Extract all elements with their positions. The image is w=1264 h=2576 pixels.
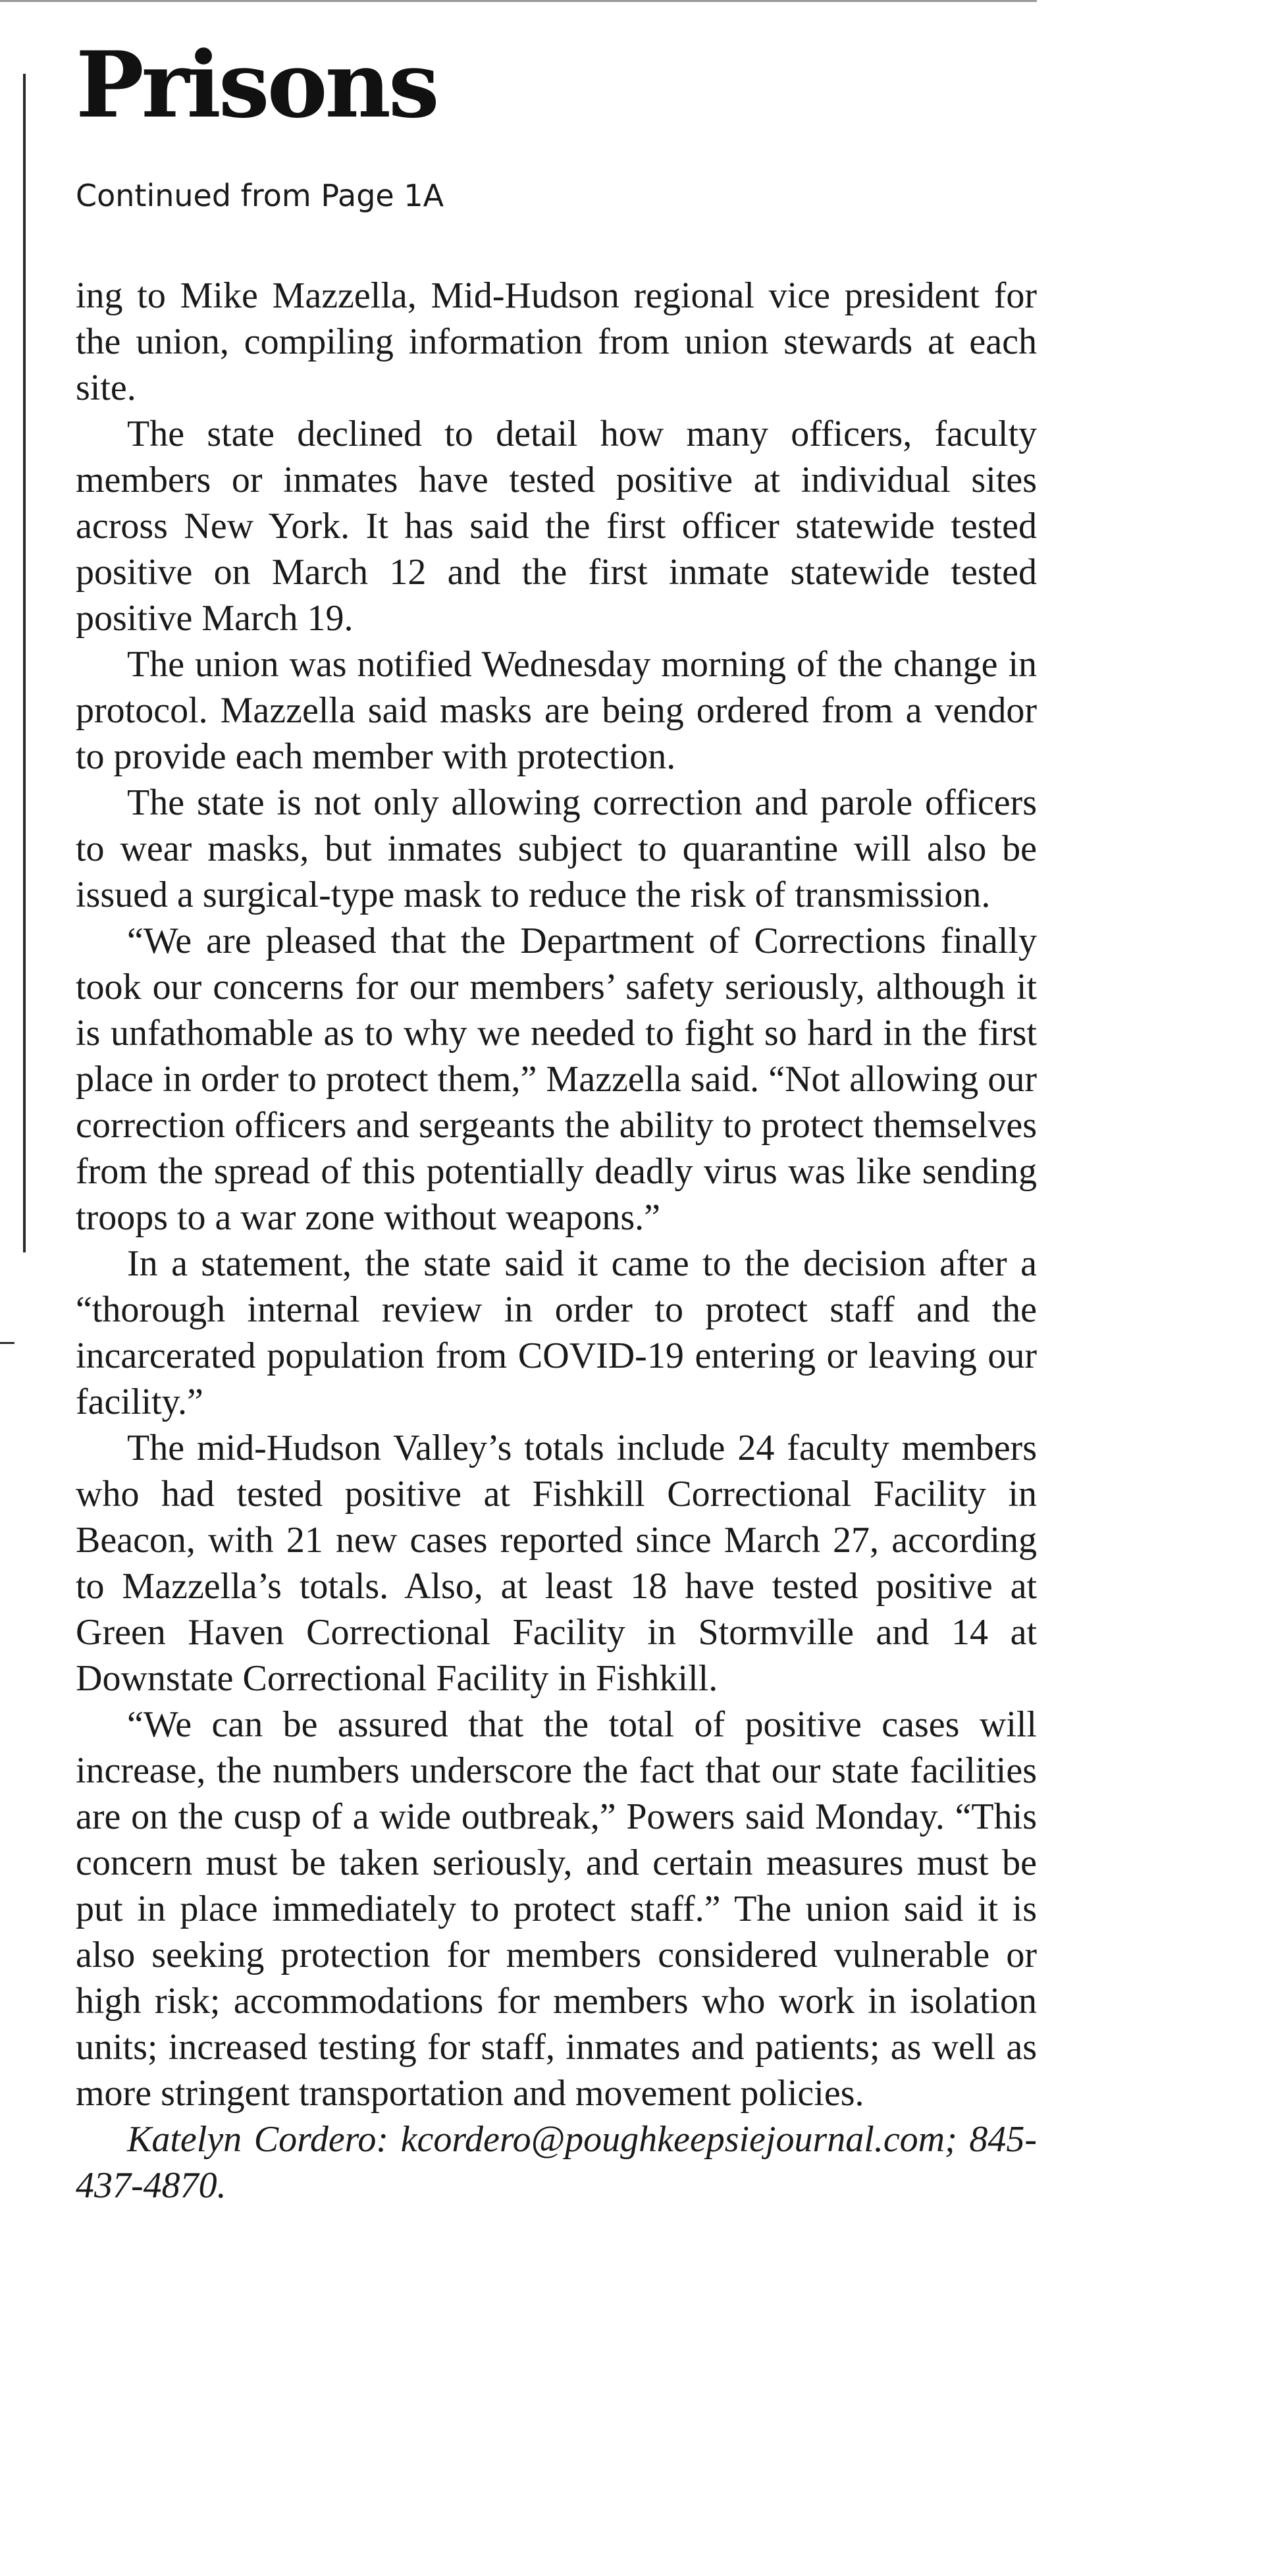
paragraph: “We can be assured that the total of positive cases will increase, the numbers underscore the fact that our state facilities are on the cusp of a wide outbreak,” Powers said Monday. “This concern must be taken seriously, and certain measures must be put in place immediately to protect staff.” The union said it is also seeking protection for members considered vulnerable or high risk; accommodations for members who work in isolation units; increased testing for staff, inmates and patients; as well as more stringent transportation and movement policies.: [76, 1704, 1037, 2114]
article-body: [76, 273, 1037, 2209]
paragraph: The state declined to detail how many officers, faculty members or inmates have tested positive at individual sites across New York. It has said the first officer statewide tested positive on March 12 and the first inmate statewide tested positive March 19.: [76, 414, 1037, 639]
paragraph: The state is not only allowing correction and parole officers to wear masks, but inmates subject to quarantine will also be issued a surgical-type mask to reduce the risk of transmission.: [76, 782, 1037, 915]
jump-line: Continued from Page 1A: [76, 178, 444, 213]
headline: Prisons: [76, 31, 437, 138]
paragraph: “We are pleased that the Department of Corrections finally took our concerns for our members’ safety seriously, although it is unfathomable as to why we needed to fight so hard in the first place in order to protect them,” Mazzella said. “Not allowing our correction officers and sergeants the ability to protect themselves from the spread of this potentially deadly virus was like sending troops to a war zone without weapons.”: [76, 921, 1037, 1238]
column-divider: [23, 74, 26, 1252]
paragraph: The mid-Hudson Valley’s totals include 24 faculty members who had tested positive at Fishkill Correctional Facility in Beacon, with 21 new cases reported since March 27, according to Mazzella’s totals. Also, at least 18 have tested positive at Green Haven Correctional Facility in Stormville and 14 at Downstate Correctional Facility in Fishkill.: [76, 1428, 1037, 1699]
byline: Katelyn Cordero: kcordero@poughkeepsiejournal.com; 845-437-4870.: [76, 2119, 1037, 2206]
paragraph: ing to Mike Mazzella, Mid-Hudson regional vice president for the union, compiling information from union stewards at each site.: [76, 275, 1037, 408]
article: [76, 31, 1037, 2209]
paragraph: The union was notified Wednesday morning of the change in protocol. Mazzella said masks are being ordered from a vendor to provide each member with protection.: [76, 644, 1037, 777]
column-tick: [0, 1342, 14, 1344]
top-rule: [0, 0, 1037, 2]
paragraph: In a statement, the state said it came to the decision after a “thorough internal review in order to protect staff and the incarcerated population from COVID-19 entering or leaving our facility.”: [76, 1243, 1037, 1422]
